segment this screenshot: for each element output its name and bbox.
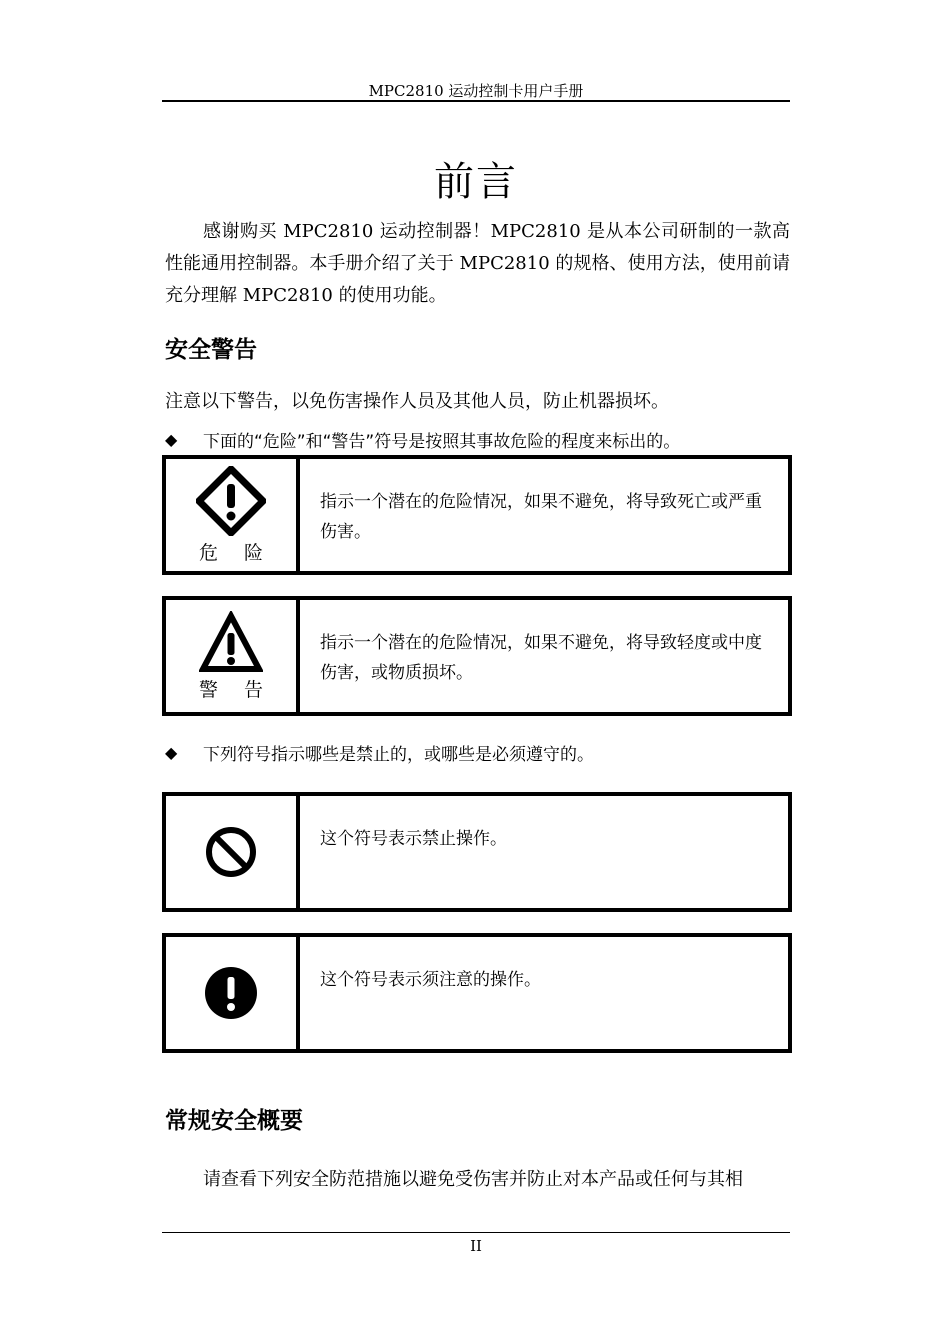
safety-warning-heading: 安全警告	[165, 337, 257, 363]
intro-paragraph: 感谢购买 MPC2810 运动控制器！MPC2810 是从本公司研制的一款高性能通用控制器。本手册介绍了关于 MPC2810 的规格、使用方法，使用前请充分理解 MPC2810 的使用功能。	[165, 221, 790, 306]
prohibited-description: 这个符号表示禁止操作。	[320, 829, 507, 849]
danger-description: 指示一个潜在的危险情况，如果不避免，将导致死亡或严重伤害。	[320, 492, 762, 542]
general-safety-text: 请查看下列安全防范措施以避免受伤害并防止对本产品或任何与其相	[203, 1169, 743, 1190]
warning-label: 警 告	[198, 678, 274, 701]
page-title: 前言	[434, 159, 518, 205]
diamond-bullet-icon: ◆	[165, 430, 178, 449]
safety-note: 注意以下警告，以免伤害操作人员及其他人员，防止机器损坏。	[165, 391, 669, 412]
danger-box	[162, 455, 792, 575]
header-rule	[162, 100, 790, 102]
bullet-item-symbol-levels	[165, 427, 680, 452]
general-safety-heading: 常规安全概要	[165, 1108, 303, 1134]
danger-icon-cell	[166, 459, 300, 571]
bullet-text: 下面的“危险”和“警告”符号是按照其事故危险的程度来标出的。	[203, 432, 681, 452]
warning-exclamation-triangle-icon	[199, 611, 263, 673]
warning-box	[162, 596, 792, 716]
mandatory-icon-cell	[166, 937, 300, 1049]
prohibition-icon	[204, 825, 258, 879]
bullet-text: 下列符号指示哪些是禁止的，或哪些是必须遵守的。	[203, 745, 594, 765]
footer-rule	[162, 1232, 790, 1233]
mandatory-box	[162, 933, 792, 1053]
mandatory-description: 这个符号表示须注意的操作。	[320, 970, 541, 990]
page-number: II	[470, 1237, 482, 1255]
prohibited-box	[162, 792, 792, 912]
danger-label: 危 险	[198, 541, 274, 564]
danger-exclamation-diamond-icon	[196, 466, 266, 536]
bullet-item-prohibit-mandatory	[165, 740, 594, 765]
running-header: MPC2810 运动控制卡用户手册	[368, 82, 584, 100]
mandatory-exclamation-icon	[203, 965, 259, 1021]
warning-description: 指示一个潜在的危险情况，如果不避免，将导致轻度或中度伤害，或物质损坏。	[320, 633, 762, 683]
diamond-bullet-icon: ◆	[165, 743, 178, 762]
prohibited-icon-cell	[166, 796, 300, 908]
warning-icon-cell	[166, 600, 300, 712]
